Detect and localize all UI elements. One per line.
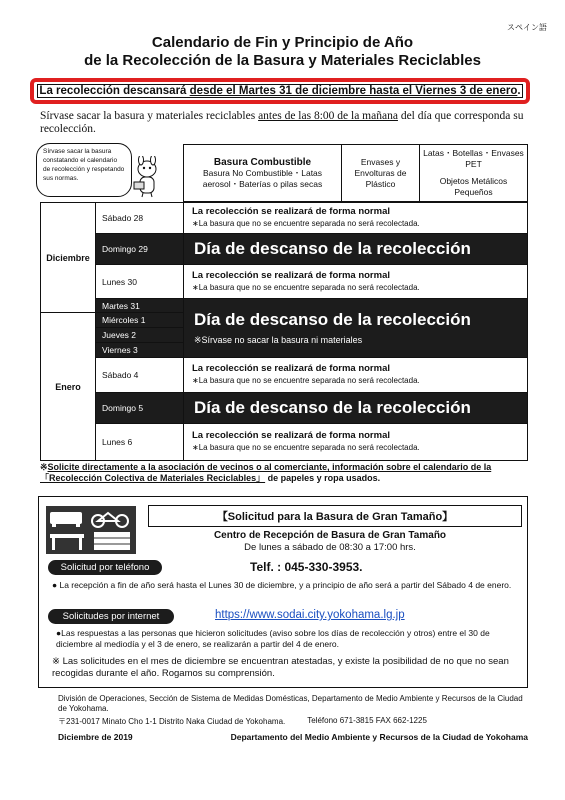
month-diciembre: Diciembre xyxy=(41,203,96,313)
status-normal-title: La recolección se realizará de forma normal xyxy=(192,206,391,217)
col-latas-line1: Latas・Botellas・Envases PET xyxy=(423,148,524,169)
status-normal xyxy=(184,424,528,461)
status-normal-note: ∗La basura que no se encuentre separada no será recolectada. xyxy=(192,219,420,228)
status-rest-long xyxy=(184,299,528,358)
table-row xyxy=(41,234,528,265)
col-latas-line2: Objetos Metálicos Pequeños xyxy=(439,176,508,197)
table-row xyxy=(41,203,528,234)
day-martes-31: Martes 31 xyxy=(96,299,184,313)
notice-post: . xyxy=(517,85,521,97)
footer-department: Departamento del Medio Ambiente y Recursos de la Ciudad de Yokohama xyxy=(230,732,528,742)
footer-date: Diciembre de 2019 xyxy=(58,732,133,742)
note-post: de papeles y ropa usados. xyxy=(265,473,381,483)
status-rest-note: ※Sírvase no sacar la basura ni materiales xyxy=(194,335,363,345)
note-mark: ※ xyxy=(40,462,48,472)
status-normal-note: ∗La basura que no se encuentre separada no será recolectada. xyxy=(192,376,420,385)
table-row xyxy=(41,424,528,461)
mascot-icon xyxy=(132,156,162,198)
intro-pre: Sírvase sacar la basura y materiales reciclables xyxy=(40,110,259,122)
col-basura-combustible xyxy=(183,144,342,202)
col-envases-label: Envases y Envolturas de Plástico xyxy=(354,156,407,189)
recepcion-center xyxy=(150,530,510,554)
day-viernes-3: Viernes 3 xyxy=(96,343,184,358)
status-normal-title: La recolección se realizará de forma normal xyxy=(192,269,391,281)
status-normal xyxy=(184,203,528,234)
footer-address: 〒231-0017 Minato Cho 1-1 Distrito Naka Ciudad de Yokohama. xyxy=(58,717,286,726)
centro-hours: De lunes a sábado de 08:30 a 17:00 hrs. xyxy=(244,542,416,553)
intro-text xyxy=(40,110,540,136)
day-domingo-5: Domingo 5 xyxy=(96,393,184,424)
day-sabado-4: Sábado 4 xyxy=(96,358,184,393)
day-jueves-2: Jueves 2 xyxy=(96,328,184,343)
day-domingo-29: Domingo 29 xyxy=(96,234,184,265)
status-normal xyxy=(184,358,528,393)
bulky-items-icon xyxy=(46,506,136,554)
col-combustible-title: Basura Combustible xyxy=(213,156,312,168)
centro-name: Centro de Recepción de Basura de Gran Tamaño xyxy=(213,530,447,541)
footer-phone: Teléfono 671-3815 FAX 662-1225 xyxy=(307,716,427,725)
note-underlined: Solicite directamente a la asociación de vecinos o al comerciante, información sobre el calendario de la 「Recolección Colectiva de Materiales Reciclables」 xyxy=(40,462,492,483)
notice-dates: desde el Martes 31 de diciembre hasta el Viernes 3 de enero xyxy=(189,85,518,97)
status-rest-title: Día de descanso de la recolección xyxy=(194,310,471,329)
telephone-request-label: Solicitud por teléfono xyxy=(48,560,162,575)
status-rest-title: Día de descanso de la recolección xyxy=(194,239,471,258)
table-row xyxy=(41,393,528,424)
footer-division: División de Operaciones, Sección de Sistema de Medidas Domésticas, Departamento de Medio Ambiente y Recursos de la Ciudad de Yokohama. xyxy=(58,694,523,713)
internet-request-label: Solicitudes por internet xyxy=(48,609,174,624)
day-sabado-28: Sábado 28 xyxy=(96,203,184,234)
footer-contact xyxy=(58,716,528,727)
col-combustible-sub: Basura No Combustible・Latas aerosol・Baterías o pilas secas xyxy=(202,167,323,189)
december-note: ※ Las solicitudes en el mes de diciembre se encuentran atestadas, y existe la posibilidad de no que no sean recogidas durante el año. Rogamos su comprensión. xyxy=(52,656,509,679)
sodai-link[interactable]: https://www.sodai.city.yokohama.lg.jp xyxy=(215,609,405,621)
table-row xyxy=(41,358,528,393)
intro-post: del día que corresponda su recolección. xyxy=(40,110,524,135)
notice-pre: La recolección descansará xyxy=(39,85,187,97)
page-title-line2: de la Recolección de la Basura y Materiales Reciclables xyxy=(84,52,481,69)
gran-tamano-title: 【Solicitud para la Basura de Gran Tamaño】 xyxy=(148,505,522,527)
footer-signature xyxy=(58,732,528,742)
col-latas-botellas xyxy=(419,144,528,202)
rest-period-notice xyxy=(30,78,530,104)
status-normal xyxy=(184,265,528,299)
day-miercoles-1: Miércoles 1 xyxy=(96,313,184,328)
speech-bubble: Sírvase sacar la basura constatando el calendario de recolección y respetando sus normas. xyxy=(36,143,132,197)
table-row xyxy=(41,299,528,313)
day-lunes-6: Lunes 6 xyxy=(96,424,184,461)
month-enero: Enero xyxy=(41,313,96,461)
col-envases-plastico xyxy=(341,144,420,202)
page-title-line1: Calendario de Fin y Principio de Año xyxy=(151,34,414,51)
intro-time: antes de las 8:00 de la mañana xyxy=(258,110,398,122)
status-rest xyxy=(184,393,528,424)
status-normal-note: ∗La basura que no se encuentre separada no será recolectada. xyxy=(192,282,420,292)
status-normal-title: La recolección se realizará de forma normal xyxy=(192,363,391,374)
internet-info: ●Las respuestas a las personas que hicieron solicitudes (aviso sobre los días de recolección y otros) entre el 30 de diciembre al mediodía y el 3 de enero, se realizarán a partir del 4 de enero. xyxy=(56,628,490,649)
telephone-info: ● La recepción a fin de año será hasta el Lunes 30 de diciembre, y a principio de año será a partir del Sábado 4 de enero. xyxy=(52,580,512,590)
status-rest-title: Día de descanso de la recolección xyxy=(194,398,471,417)
language-tag: スペイン語 xyxy=(507,23,547,32)
table-row xyxy=(41,265,528,299)
telephone-number[interactable]: Telf. : 045-330-3953. xyxy=(250,560,363,574)
note-paper-recycling xyxy=(40,462,540,484)
status-rest xyxy=(184,234,528,265)
status-normal-title: La recolección se realizará de forma normal xyxy=(192,430,391,441)
calendar-table xyxy=(40,202,528,461)
day-lunes-30: Lunes 30 xyxy=(96,265,184,299)
status-normal-note: ∗La basura que no se encuentre separada no será recolectada. xyxy=(192,443,420,452)
